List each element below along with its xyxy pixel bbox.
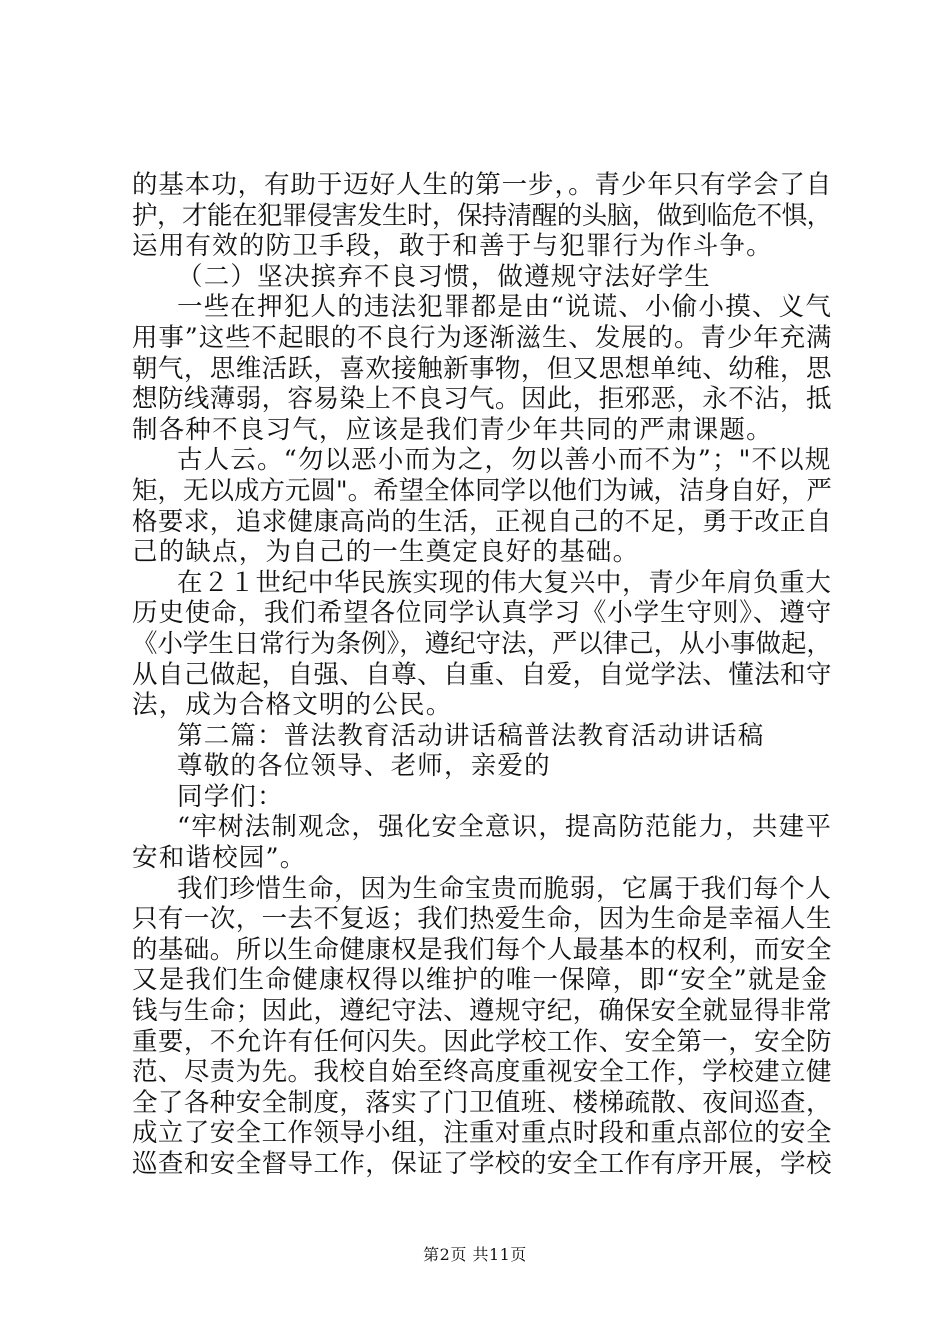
page-number-footer: 第2页 共11页 [423, 1245, 527, 1264]
text-line: 古人云。“勿以恶小而为之，勿以善小而不为”；"不以规 [177, 445, 832, 476]
text-line: 用事”这些不起眼的不良行为逐渐滋生、发展的。青少年充满 [132, 322, 833, 353]
text-line: 运用有效的防卫手段，敢于和善于与犯罪行为作斗争。 [132, 231, 773, 262]
text-line: 想防线薄弱，容易染上不良习气。因此，拒邪恶，永不沾，抵 [132, 384, 832, 415]
text-line: （二）坚决摈弃不良习惯，做遵规守法好学生 [177, 261, 712, 292]
text-line: 只有一次，一去不复返；我们热爱生命，因为生命是幸福人生 [132, 904, 832, 935]
text-line: 一些在押犯人的违法犯罪都是由“说谎、小偷小摸、义气 [177, 292, 833, 323]
text-line: 安和谐校园”。 [132, 843, 307, 874]
text-line: 朝气，思维活跃，喜欢接触新事物，但又思想单纯、幼稚，思 [132, 353, 832, 384]
text-line: 矩，无以成方元圆"。希望全体同学以他们为诫，洁身自好，严 [132, 475, 832, 506]
document-body [132, 170, 832, 1180]
text-line: 己的缺点，为自己的一生奠定良好的基础。 [132, 537, 640, 568]
text-line: 第二篇：普法教育活动讲话稿普法教育活动讲话稿 [177, 720, 765, 751]
text-line: 尊敬的各位领导、老师，亲爱的 [177, 751, 551, 782]
text-line: 我们珍惜生命，因为生命宝贵而脆弱，它属于我们每个人 [177, 873, 832, 904]
text-line: 全了各种安全制度，落实了门卫值班、楼梯疏散、夜间巡查， [132, 1087, 832, 1118]
text-line: 钱与生命；因此，遵纪守法、遵规守纪，确保安全就显得非常 [132, 996, 832, 1027]
text-line: 《小学生日常行为条例》，遵纪守法，严以律己，从小事做起， [132, 628, 832, 659]
text-line: 成立了安全工作领导小组，注重对重点时段和重点部位的安全 [132, 1118, 832, 1149]
text-line: 护，才能在犯罪侵害发生时，保持清醒的头脑，做到临危不惧， [132, 200, 832, 231]
text-line: “牢树法制观念，强化安全意识，提高防范能力，共建平 [177, 812, 833, 843]
text-line: 制各种不良习气，应该是我们青少年共同的严肃课题。 [132, 414, 773, 445]
text-line: 的基本功，有助于迈好人生的第一步，。青少年只有学会了自 [132, 170, 833, 200]
text-line: 的基础。所以生命健康权是我们每个人最基本的权利，而安全 [132, 934, 832, 965]
text-line: 法，成为合格文明的公民。 [132, 690, 453, 721]
text-line: 在２１世纪中华民族实现的伟大复兴中，青少年肩负重大 [177, 567, 832, 598]
text-line: 范、尽责为先。我校自始至终高度重视安全工作，学校建立健 [132, 1057, 832, 1088]
text-line: 格要求，追求健康高尚的生活，正视自己的不足，勇于改正自 [132, 506, 832, 537]
text-line: 重要，不允许有任何闪失。因此学校工作、安全第一，安全防 [132, 1026, 832, 1057]
text-line: 巡查和安全督导工作，保证了学校的安全工作有序开展，学校 [132, 1149, 832, 1179]
text-line: 从自己做起，自强、自尊、自重、自爱，自觉学法、懂法和守 [132, 659, 832, 690]
text-line: 又是我们生命健康权得以维护的唯一保障，即“安全”就是金 [132, 965, 828, 996]
text-line: 历史使命，我们希望各位同学认真学习《小学生守则》、遵守 [132, 598, 833, 629]
text-line: 同学们： [177, 781, 284, 812]
